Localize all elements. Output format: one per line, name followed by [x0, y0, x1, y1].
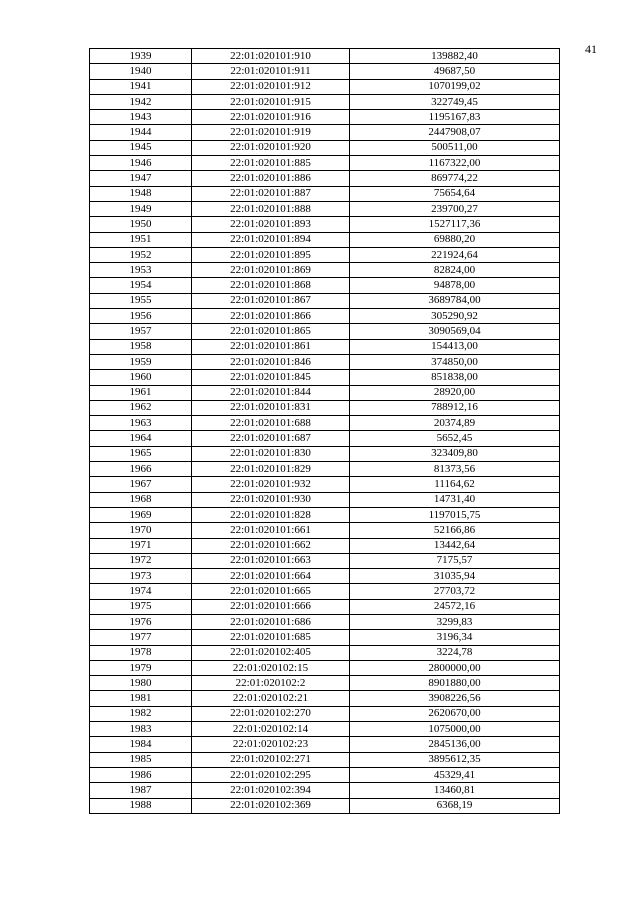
value-cell: 27703,72 [350, 584, 560, 599]
table-row [90, 706, 560, 721]
value-cell: 31035,94 [350, 569, 560, 584]
registry-table-body [90, 49, 560, 814]
cadastral-number-cell: 22:01:020101:916 [192, 110, 350, 125]
table-row [90, 79, 560, 94]
value-cell: 69880,20 [350, 232, 560, 247]
value-cell: 94878,00 [350, 278, 560, 293]
row-number-cell: 1958 [90, 339, 192, 354]
cadastral-number-cell: 22:01:020102:405 [192, 645, 350, 660]
row-number-cell: 1973 [90, 569, 192, 584]
table-row [90, 569, 560, 584]
value-cell: 3090569,04 [350, 324, 560, 339]
cadastral-number-cell: 22:01:020102:23 [192, 737, 350, 752]
table-row [90, 354, 560, 369]
table-row [90, 385, 560, 400]
cadastral-number-cell: 22:01:020101:911 [192, 64, 350, 79]
row-number-cell: 1964 [90, 431, 192, 446]
table-row [90, 737, 560, 752]
row-number-cell: 1968 [90, 492, 192, 507]
value-cell: 7175,57 [350, 553, 560, 568]
cadastral-number-cell: 22:01:020101:869 [192, 263, 350, 278]
table-row [90, 201, 560, 216]
table-row [90, 64, 560, 79]
row-number-cell: 1956 [90, 309, 192, 324]
cadastral-number-cell: 22:01:020101:885 [192, 156, 350, 171]
value-cell: 1070199,02 [350, 79, 560, 94]
row-number-cell: 1965 [90, 446, 192, 461]
table-row [90, 324, 560, 339]
row-number-cell: 1943 [90, 110, 192, 125]
cadastral-number-cell: 22:01:020102:270 [192, 706, 350, 721]
row-number-cell: 1986 [90, 767, 192, 782]
value-cell: 5652,45 [350, 431, 560, 446]
value-cell: 3196,34 [350, 630, 560, 645]
row-number-cell: 1976 [90, 614, 192, 629]
cadastral-number-cell: 22:01:020101:920 [192, 140, 350, 155]
value-cell: 374850,00 [350, 354, 560, 369]
cadastral-number-cell: 22:01:020101:688 [192, 416, 350, 431]
value-cell: 322749,45 [350, 94, 560, 109]
table-row [90, 431, 560, 446]
row-number-cell: 1969 [90, 507, 192, 522]
cadastral-number-cell: 22:01:020101:829 [192, 462, 350, 477]
table-row [90, 477, 560, 492]
cadastral-number-cell: 22:01:020101:910 [192, 49, 350, 64]
value-cell: 13460,81 [350, 783, 560, 798]
table-row [90, 507, 560, 522]
value-cell: 11164,62 [350, 477, 560, 492]
row-number-cell: 1967 [90, 477, 192, 492]
row-number-cell: 1955 [90, 293, 192, 308]
row-number-cell: 1988 [90, 798, 192, 813]
table-row [90, 676, 560, 691]
value-cell: 8901880,00 [350, 676, 560, 691]
cadastral-number-cell: 22:01:020101:865 [192, 324, 350, 339]
row-number-cell: 1959 [90, 354, 192, 369]
cadastral-number-cell: 22:01:020102:271 [192, 752, 350, 767]
cadastral-number-cell: 22:01:020101:828 [192, 507, 350, 522]
value-cell: 1197015,75 [350, 507, 560, 522]
registry-table [89, 48, 560, 814]
row-number-cell: 1944 [90, 125, 192, 140]
value-cell: 1527117,36 [350, 217, 560, 232]
row-number-cell: 1940 [90, 64, 192, 79]
cadastral-number-cell: 22:01:020102:369 [192, 798, 350, 813]
row-number-cell: 1977 [90, 630, 192, 645]
table-row [90, 722, 560, 737]
table-row [90, 691, 560, 706]
table-row [90, 49, 560, 64]
cadastral-number-cell: 22:01:020101:894 [192, 232, 350, 247]
cadastral-number-cell: 22:01:020101:845 [192, 370, 350, 385]
cadastral-number-cell: 22:01:020101:846 [192, 354, 350, 369]
table-row [90, 400, 560, 415]
value-cell: 2800000,00 [350, 660, 560, 675]
value-cell: 24572,16 [350, 599, 560, 614]
cadastral-number-cell: 22:01:020101:887 [192, 186, 350, 201]
cadastral-number-cell: 22:01:020102:21 [192, 691, 350, 706]
row-number-cell: 1983 [90, 722, 192, 737]
value-cell: 13442,64 [350, 538, 560, 553]
value-cell: 3224,78 [350, 645, 560, 660]
table-row [90, 339, 560, 354]
cadastral-number-cell: 22:01:020102:2 [192, 676, 350, 691]
cadastral-number-cell: 22:01:020101:912 [192, 79, 350, 94]
value-cell: 1195167,83 [350, 110, 560, 125]
row-number-cell: 1939 [90, 49, 192, 64]
table-row [90, 553, 560, 568]
table-row [90, 247, 560, 262]
value-cell: 788912,16 [350, 400, 560, 415]
cadastral-number-cell: 22:01:020101:915 [192, 94, 350, 109]
value-cell: 2845136,00 [350, 737, 560, 752]
cadastral-number-cell: 22:01:020101:868 [192, 278, 350, 293]
cadastral-number-cell: 22:01:020101:886 [192, 171, 350, 186]
table-row [90, 94, 560, 109]
table-row [90, 416, 560, 431]
value-cell: 154413,00 [350, 339, 560, 354]
cadastral-number-cell: 22:01:020101:662 [192, 538, 350, 553]
cadastral-number-cell: 22:01:020101:830 [192, 446, 350, 461]
cadastral-number-cell: 22:01:020101:686 [192, 614, 350, 629]
row-number-cell: 1985 [90, 752, 192, 767]
row-number-cell: 1946 [90, 156, 192, 171]
table-row [90, 263, 560, 278]
value-cell: 3908226,56 [350, 691, 560, 706]
value-cell: 6368,19 [350, 798, 560, 813]
table-row [90, 125, 560, 140]
table-row [90, 186, 560, 201]
row-number-cell: 1970 [90, 523, 192, 538]
row-number-cell: 1941 [90, 79, 192, 94]
cadastral-number-cell: 22:01:020101:930 [192, 492, 350, 507]
cadastral-number-cell: 22:01:020101:895 [192, 247, 350, 262]
value-cell: 869774,22 [350, 171, 560, 186]
row-number-cell: 1979 [90, 660, 192, 675]
row-number-cell: 1982 [90, 706, 192, 721]
value-cell: 3299,83 [350, 614, 560, 629]
table-row [90, 156, 560, 171]
table-row [90, 446, 560, 461]
row-number-cell: 1981 [90, 691, 192, 706]
table-row [90, 630, 560, 645]
cadastral-number-cell: 22:01:020101:687 [192, 431, 350, 446]
row-number-cell: 1942 [90, 94, 192, 109]
value-cell: 45329,41 [350, 767, 560, 782]
row-number-cell: 1962 [90, 400, 192, 415]
row-number-cell: 1954 [90, 278, 192, 293]
table-row [90, 232, 560, 247]
table-row [90, 462, 560, 477]
table-row [90, 584, 560, 599]
row-number-cell: 1975 [90, 599, 192, 614]
value-cell: 2447908,07 [350, 125, 560, 140]
value-cell: 14731,40 [350, 492, 560, 507]
row-number-cell: 1945 [90, 140, 192, 155]
value-cell: 500511,00 [350, 140, 560, 155]
row-number-cell: 1963 [90, 416, 192, 431]
value-cell: 851838,00 [350, 370, 560, 385]
row-number-cell: 1949 [90, 201, 192, 216]
row-number-cell: 1951 [90, 232, 192, 247]
row-number-cell: 1972 [90, 553, 192, 568]
value-cell: 1075000,00 [350, 722, 560, 737]
row-number-cell: 1961 [90, 385, 192, 400]
cadastral-number-cell: 22:01:020101:685 [192, 630, 350, 645]
table-row [90, 278, 560, 293]
cadastral-number-cell: 22:01:020101:663 [192, 553, 350, 568]
value-cell: 20374,89 [350, 416, 560, 431]
table-row [90, 370, 560, 385]
cadastral-number-cell: 22:01:020101:888 [192, 201, 350, 216]
value-cell: 3895612,35 [350, 752, 560, 767]
cadastral-number-cell: 22:01:020102:394 [192, 783, 350, 798]
value-cell: 82824,00 [350, 263, 560, 278]
cadastral-number-cell: 22:01:020101:932 [192, 477, 350, 492]
table-row [90, 309, 560, 324]
table-row [90, 767, 560, 782]
value-cell: 49687,50 [350, 64, 560, 79]
page-number: 41 [585, 42, 597, 56]
table-row [90, 492, 560, 507]
value-cell: 1167322,00 [350, 156, 560, 171]
row-number-cell: 1952 [90, 247, 192, 262]
cadastral-number-cell: 22:01:020101:665 [192, 584, 350, 599]
value-cell: 28920,00 [350, 385, 560, 400]
cadastral-number-cell: 22:01:020102:14 [192, 722, 350, 737]
table-row [90, 538, 560, 553]
cadastral-number-cell: 22:01:020101:844 [192, 385, 350, 400]
value-cell: 52166,86 [350, 523, 560, 538]
row-number-cell: 1984 [90, 737, 192, 752]
cadastral-number-cell: 22:01:020101:666 [192, 599, 350, 614]
table-row [90, 645, 560, 660]
cadastral-number-cell: 22:01:020101:664 [192, 569, 350, 584]
table-row [90, 599, 560, 614]
cadastral-number-cell: 22:01:020101:661 [192, 523, 350, 538]
value-cell: 305290,92 [350, 309, 560, 324]
row-number-cell: 1987 [90, 783, 192, 798]
cadastral-number-cell: 22:01:020101:831 [192, 400, 350, 415]
cadastral-number-cell: 22:01:020102:15 [192, 660, 350, 675]
cadastral-number-cell: 22:01:020101:919 [192, 125, 350, 140]
row-number-cell: 1953 [90, 263, 192, 278]
value-cell: 221924,64 [350, 247, 560, 262]
row-number-cell: 1957 [90, 324, 192, 339]
value-cell: 81373,56 [350, 462, 560, 477]
cadastral-number-cell: 22:01:020101:866 [192, 309, 350, 324]
value-cell: 323409,80 [350, 446, 560, 461]
row-number-cell: 1974 [90, 584, 192, 599]
value-cell: 75654,64 [350, 186, 560, 201]
table-row [90, 293, 560, 308]
table-row [90, 614, 560, 629]
table-row [90, 523, 560, 538]
table-row [90, 171, 560, 186]
value-cell: 3689784,00 [350, 293, 560, 308]
value-cell: 239700,27 [350, 201, 560, 216]
table-row [90, 783, 560, 798]
cadastral-number-cell: 22:01:020102:295 [192, 767, 350, 782]
row-number-cell: 1978 [90, 645, 192, 660]
table-row [90, 217, 560, 232]
cadastral-number-cell: 22:01:020101:867 [192, 293, 350, 308]
table-row [90, 110, 560, 125]
row-number-cell: 1966 [90, 462, 192, 477]
row-number-cell: 1950 [90, 217, 192, 232]
row-number-cell: 1960 [90, 370, 192, 385]
table-row [90, 752, 560, 767]
row-number-cell: 1971 [90, 538, 192, 553]
row-number-cell: 1980 [90, 676, 192, 691]
table-row [90, 140, 560, 155]
table-row [90, 798, 560, 813]
table-row [90, 660, 560, 675]
row-number-cell: 1948 [90, 186, 192, 201]
value-cell: 2620670,00 [350, 706, 560, 721]
cadastral-number-cell: 22:01:020101:861 [192, 339, 350, 354]
value-cell: 139882,40 [350, 49, 560, 64]
cadastral-number-cell: 22:01:020101:893 [192, 217, 350, 232]
row-number-cell: 1947 [90, 171, 192, 186]
